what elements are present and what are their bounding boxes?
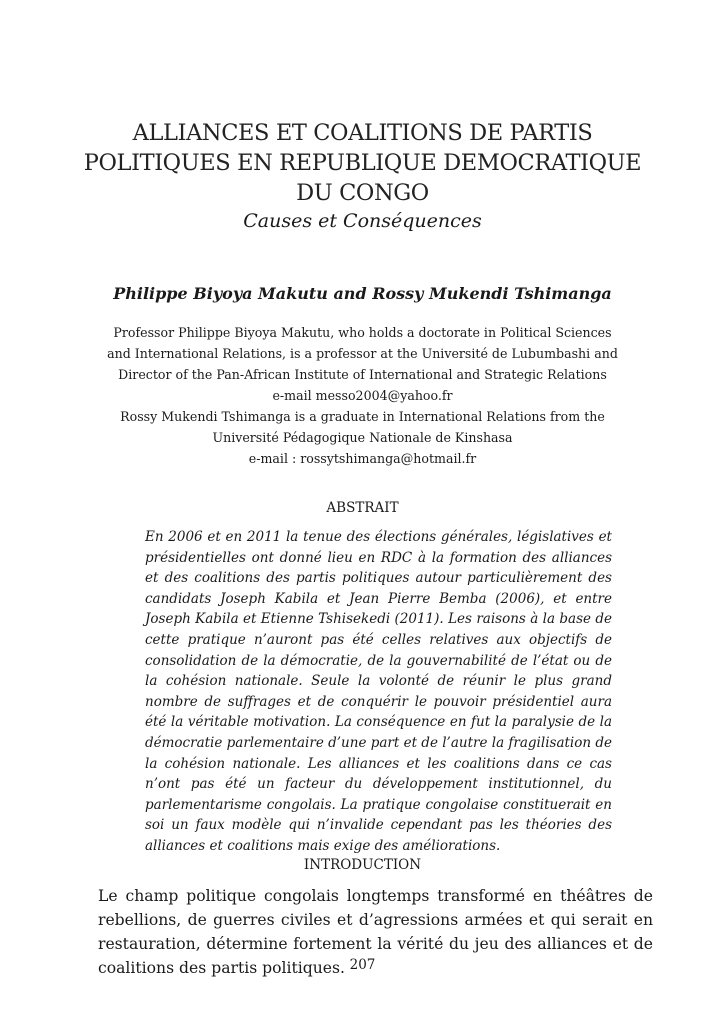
abstract-body: En 2006 et en 2011 la tenue des élections générales, législatives et présidentielles ont donné lieu en RDC à la formation des alliances et des coalitions des partis politiques autour particulièrement des candidats Joseph Kabila et Jean Pierre Bemba (2006), et entre Joseph Kabila et Etienne Tshisekedi (2011). Les raisons à la base de cette pratique n’auront pas été celles relatives aux objectifs de consolidation de la démocratie, de la gouvernabilité de l’état ou de la cohésion nationale. Seule la volonté de réunir le plus grand nombre de suffrages et de conquérir le pouvoir présidentiel aura été la véritable motivation. La conséquence en fut la paralysie de la démocratie parlementaire d’une part et de l’autre la fragilisation de la cohésion nationale. Les alliances et les coalitions dans ce cas n’ont pas été un facteur du développement institutionnel, du parlementarisme congolais. La pratique congolaise constituerait en soi un faux modèle qui n’invalide cependant pas les théories des alliances et coalitions mais exige des améliorations. (145, 529, 612, 854)
introduction-heading: INTRODUCTION (303, 857, 422, 873)
introduction-body: Le champ politique congolais longtemps transformé en théâtres de rebellions, de guerres civiles et d’agressions armées et qui serait en restauration, détermine fortement la vérité du jeu des alliances et de coalitions des partis politiques. (98, 887, 653, 977)
title-line-1: ALLIANCES ET COALITIONS DE PARTIS (132, 120, 593, 146)
author-affiliation-2 (70, 406, 655, 469)
affiliation-2-line-2: Université Pédagogique Nationale de Kinshasa (212, 430, 513, 445)
author-names: Philippe Biyoya Makutu and Rossy Mukendi Tshimanga (113, 284, 612, 303)
abstract-heading: ABSTRAIT (326, 500, 399, 516)
article-title (60, 118, 665, 208)
affiliation-1-line-1: Professor Philippe Biyoya Makutu, who holds a doctorate in Political Sciences (113, 325, 612, 340)
author-affiliation-1 (70, 322, 655, 406)
affiliation-2-line-1: Rossy Mukendi Tshimanga is a graduate in International Relations from the (120, 409, 605, 424)
page-number: 207 (349, 957, 376, 973)
affiliation-1-email: e-mail messo2004@yahoo.fr (272, 388, 453, 403)
affiliation-2-email: e-mail : rossytshimanga@hotmail.fr (248, 451, 477, 466)
article-subtitle: Causes et Conséquences (243, 210, 482, 232)
title-line-3: DU CONGO (296, 180, 429, 206)
title-line-2: POLITIQUES EN REPUBLIQUE DEMOCRATIQUE (83, 150, 642, 176)
affiliation-1-line-3: Director of the Pan-African Institute of International and Strategic Relations (118, 367, 607, 382)
affiliation-1-line-2: and International Relations, is a professor at the Université de Lubumbashi and (107, 346, 618, 361)
